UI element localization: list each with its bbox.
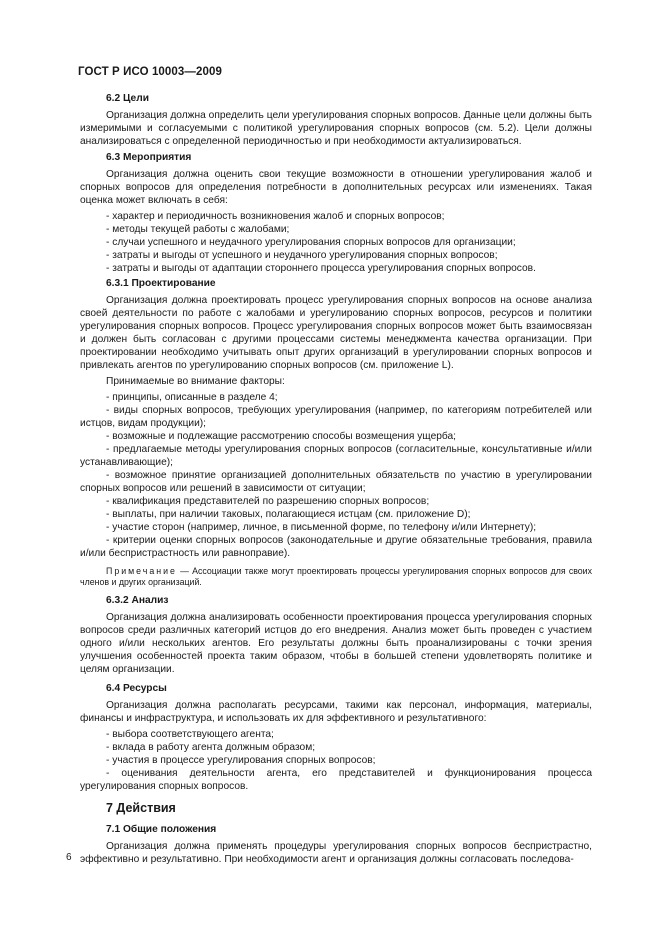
- list-item: - участие сторон (например, личное, в письменной форме, по телефону и/или Интернету);: [80, 521, 592, 534]
- list-item: - виды спорных вопросов, требующих урегулирования (например, по категориям потребителей или истцов, видам продукции);: [80, 404, 592, 430]
- list-item: - квалификация представителей по разрешению спорных вопросов;: [80, 495, 592, 508]
- section-heading-7-1: 7.1 Общие положения: [106, 824, 217, 835]
- list-item: - участия в процессе урегулирования спорных вопросов;: [80, 754, 592, 767]
- section-heading-6-3-2: 6.3.2 Анализ: [106, 595, 169, 606]
- list-item: - предлагаемые методы урегулирования спорных вопросов (согласительные, консультативные и/или устанавливающие);: [80, 443, 592, 469]
- paragraph: Организация должна анализировать особенности проектирования процесса урегулирования спорных вопросов среди различных категорий истцов до его внедрения. Анализ может быть проведен с участием одного и/или нескольких агентов. Его результаты должны быть проанализированы с точки зрения улучшения особенностей проекта таким образом, чтобы в большей степени удовлетворять политике и целям организации.: [80, 612, 592, 675]
- note-text: — Ассоциации также могут проектировать процессы урегулирования спорных вопросов для своих членов и других организаций.: [80, 566, 592, 587]
- list-item: - возможные и подлежащие рассмотрению способы возмещения ущерба;: [80, 430, 592, 443]
- paragraph: Организация должна располагать ресурсами, такими как персонал, информация, материалы, финансы и инфраструктура, и использовать их для эффективного и результативного:: [80, 700, 592, 724]
- section-heading-7: 7 Действия: [106, 801, 176, 815]
- paragraph: Организация должна проектировать процесс урегулирования спорных вопросов на основе анализа своей деятельности по работе с жалобами и урегулированию спорных вопросов, ресурсов и политики урегулирования спорных вопросов. Процесс урегулирования спорных вопросов может быть взаимосвязан и должен быть согласован с другими процессами системы менеджмента качества организации. При проектировании необходимо учитывать опыт других организаций в урегулировании спорных вопросов и привлекать агентов по урегулированию спорных вопросов (см. приложение L).: [80, 295, 592, 371]
- list-item: - критерии оценки спорных вопросов (законодательные и другие обязательные требования, правила и/или беспристрастность или равноправие).: [80, 534, 592, 560]
- section-heading-6-3-1: 6.3.1 Проектирование: [106, 278, 216, 289]
- list-item: - возможное принятие организацией дополнительных обязательств по участию в урегулировании спорных вопросов или решений в зависимости от ситуации;: [80, 469, 592, 495]
- list-item: - оценивания деятельности агента, его представителей и функционирования процесса урегулирования спорных вопросов.: [80, 767, 592, 793]
- document-header-title: ГОСТ Р ИСО 10003—2009: [78, 66, 223, 78]
- list-item: - принципы, описанные в разделе 4;: [80, 391, 592, 404]
- list-item: - вклада в работу агента должным образом;: [80, 741, 592, 754]
- document-body: [80, 92, 592, 869]
- note: [80, 566, 592, 588]
- list-item: - выплаты, при наличии таковых, полагающиеся истцам (см. приложение D);: [80, 508, 592, 521]
- list-item: - методы текущей работы с жалобами;: [80, 223, 592, 236]
- section-heading-6-4: 6.4 Ресурсы: [106, 683, 167, 694]
- paragraph: Организация должна определить цели урегулирования спорных вопросов. Данные цели должны быть измеримыми и согласуемыми с политикой урегулирования спорных вопросов (см. 5.2). Цели должны анализироваться с определенной периодичностью и при необходимости актуализироваться.: [80, 110, 592, 147]
- paragraph: Принимаемые во внимание факторы:: [106, 376, 285, 387]
- section-heading-6-2: 6.2 Цели: [106, 93, 149, 104]
- list-item: - характер и периодичность возникновения жалоб и спорных вопросов;: [80, 210, 592, 223]
- bullet-list: [80, 210, 592, 275]
- section-heading-6-3: 6.3 Мероприятия: [106, 152, 192, 163]
- list-item: - случаи успешного и неудачного урегулирования спорных вопросов для организации;: [80, 236, 592, 249]
- note-label: Примечание: [106, 566, 177, 576]
- paragraph: Организация должна применять процедуры урегулирования спорных вопросов беспристрастно, эффективно и результативно. При необходимости агент и организация должны согласовать последова-: [80, 841, 592, 865]
- page-number: 6: [66, 852, 72, 863]
- bullet-list: [80, 391, 592, 560]
- list-item: - затраты и выгоды от успешного и неудачного урегулирования спорных вопросов;: [80, 249, 592, 262]
- bullet-list: [80, 728, 592, 793]
- paragraph: Организация должна оценить свои текущие возможности в отношении урегулирования жалоб и спорных вопросов для определения потребности в дополнительных ресурсах или изменениях. Такая оценка может включать в себя:: [80, 169, 592, 206]
- list-item: - выбора соответствующего агента;: [80, 728, 592, 741]
- list-item: - затраты и выгоды от адаптации стороннего процесса урегулирования спорных вопросов.: [80, 262, 592, 275]
